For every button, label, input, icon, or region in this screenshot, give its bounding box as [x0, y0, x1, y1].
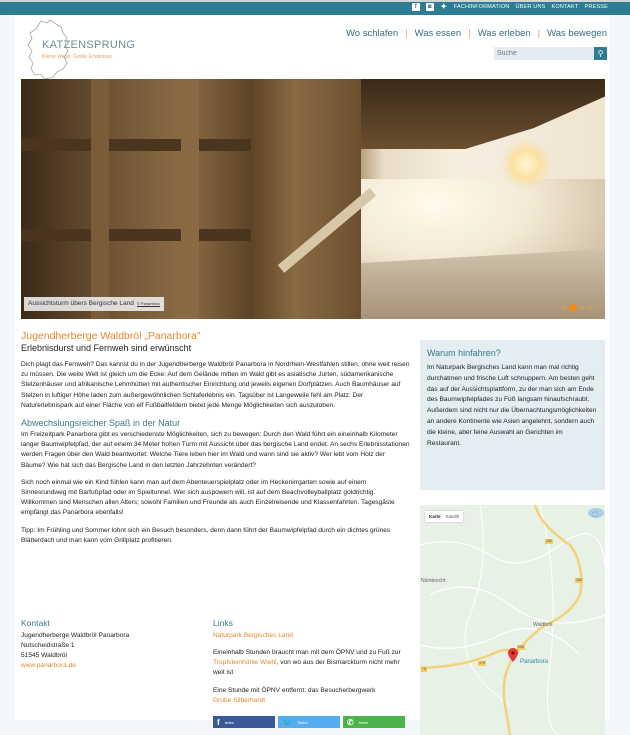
slider-dots: [561, 304, 593, 312]
twitter-icon[interactable]: ✦: [440, 2, 448, 11]
hero-image-sun: [501, 139, 551, 189]
twitter-icon: 🐦: [282, 717, 292, 727]
main-nav: [346, 28, 607, 39]
road-shield: 256: [546, 539, 552, 543]
road-shield: 478: [479, 661, 485, 665]
fullscreen-icon[interactable]: ⛶: [592, 512, 598, 519]
slider-dot-active[interactable]: [569, 304, 577, 312]
links-section: [213, 618, 413, 706]
links-text: Eine Stunde mit ÖPNV entfernt: das Besucherbergwerk: [213, 686, 376, 694]
slider-dot[interactable]: [561, 306, 566, 311]
top-link-presse[interactable]: PRESSE: [584, 4, 608, 10]
contact-title: Kontakt: [21, 618, 50, 628]
logo-tagline: Kleine Wege. Große Erlebnisse.: [42, 54, 114, 60]
hero-image-tower: [251, 79, 361, 319]
contact-name: Jugendherberge Waldbröl Panarbora: [21, 632, 130, 639]
top-bar: [0, 0, 630, 15]
why-go-box: [420, 340, 605, 490]
hero-image-post: [91, 79, 109, 319]
nav-separator: |: [405, 28, 408, 39]
article-paragraph: Im Freizeitpark Panarbora gibt es verschiedenste Möglichkeiten, sich zu bewegen: Durch den Wald führt ein eineinhalb Kilometer langer Baumwipfelpfad, der auf einem 34 Meter hohen Turm mit Aussicht über das bergische Land endet. An sechs Erlebnisstationen werden Fragen über den Wald beantwortet: Welche Tiere leben hier im Wald und wann sind sie aktiv? Wer lebt vom Holz der Bäume? Wie hat sich das Bergische Land in den letzten Jahrzehnten verändert?: [21, 431, 410, 469]
nav-was-essen[interactable]: Was essen: [414, 28, 462, 39]
section-heading: Abwechslungsreicher Spaß in der Natur: [21, 418, 181, 429]
article: [21, 330, 411, 546]
why-go-text: Im Naturpark Bergisches Land kann man mal richtig durchatmen und frische Luft schnuppern. Am besten geht das auf der Aussichtsplattform, zu der man sich am Ende des Baumwipfelpfades zu Fuß langsam hinaufschraubt. Außerdem sind nicht nur die Übernachtungsmöglichkeiten an andere Kontinente wie Asien angelehnt, sondern auch die kleine, aber feine Auswahl an Gerichten im Restaurant.: [427, 364, 597, 447]
why-go-title: Warum hinfahren?: [427, 348, 501, 358]
hero-caption: [24, 297, 164, 311]
article-subtitle: Erlebnisdurst und Fernweh sind erwünscht: [21, 343, 192, 353]
links-text: , von wo aus der Bismarckturm nicht mehr weit ist: [213, 659, 400, 677]
contact-section: [21, 618, 201, 671]
logo-name: KATZENSPRUNG: [42, 39, 136, 51]
links-text: Eineinhalb Stunden braucht man mit dem ÖPNV und zu Fuß zur: [213, 649, 401, 656]
hero-image-post: [181, 79, 199, 319]
link-tropfsteinhoehle[interactable]: Tropfsteinhöhle Wiehl: [213, 659, 277, 667]
facebook-share-button[interactable]: [213, 716, 275, 728]
road-shield: 256: [518, 645, 524, 649]
links-block: [213, 648, 413, 679]
share-label: Tweet: [296, 719, 308, 725]
road-shield: 78: [422, 667, 426, 671]
contact-city: 51545 Waldbröl: [21, 652, 67, 659]
facebook-icon[interactable]: f: [412, 3, 420, 11]
hero-image-roof: [351, 79, 605, 149]
slider-dot[interactable]: [580, 306, 585, 311]
map-label-waldbroel: Waldbröl: [533, 622, 553, 628]
road-shield: 256: [576, 578, 582, 582]
link-naturpark[interactable]: Naturpark Bergisches Land: [213, 632, 293, 639]
links-title: Links: [213, 618, 233, 628]
hero-caption-text: Aussichtsturm übers Bergische Land: [28, 300, 134, 307]
facebook-icon: f: [217, 717, 220, 727]
share-label: teilen: [224, 719, 235, 725]
article-paragraph: Sich noch einmal wie ein Kind fühlen kann man auf dem Abenteuerspielplatz oder im Heckenirrgarten sowie auf einem Sinnesrundweg mit Barfußpfad oder im Spieltunnel. Wer sich auspowern will, ist auf dem Beachvolleyballplatz goldrichtig. Willkommen sind Menschen allen Alters; sowohl Familien und Freunde als auch Einzelreisende und Klassenfahrten. Tagesgäste empfängt das Panarbora ebenfalls!: [21, 478, 395, 517]
search-form: [494, 47, 607, 60]
whatsapp-share-button[interactable]: [343, 716, 405, 728]
map-label-panarbora: Panarbora: [520, 659, 549, 665]
article-intro: Dich plagt das Fernweh? Das kannst du in der Jugendherberge Waldbröl Panarbora in Nordrhein-Westfahlen stillen, ohne weit reisen zu müssen. Die weite Welt ist gleich um die Ecke: Auf dem Gelände mitten im Wald gibt es asiatische Jurten, südamerikanische Stelzenhäuser und afrikanische Lehmhütten mit authentischer Einrichtung und jeweils eigenen Dorfplätzen. Auch Baumhäuser auf Stelzen in luftiger Höhe laden zum außergewöhnlichen Schlaferlebnis ein. Tagsüber ist Langeweile fehl am Platz: Der Naturerlebnispark auf einer Fläche von elf Fußballfeldern bietet jede Menge Möglichkeiten sich auszutoben.: [21, 361, 410, 409]
hero-image-deck: [21, 229, 251, 241]
hero-image-deck: [21, 139, 251, 151]
map-type-karte[interactable]: Karte: [429, 514, 441, 519]
share-buttons: [213, 716, 405, 728]
share-label: teilen: [358, 719, 369, 725]
hero-copyright: © Panarbora: [136, 301, 160, 306]
map-type-satellit[interactable]: Satellit: [445, 514, 460, 519]
map-roads: [420, 505, 605, 735]
nav-separator: |: [537, 28, 541, 39]
slider-dot[interactable]: [588, 306, 593, 311]
article-tip: Tipp: Im Frühling und Sommer lohnt sich ein Besuch besonders, denn dann führt der Baumwipfelpfad durch ein dichtes grünes Blätterdach und man kann vom Grillplatz profitieren.: [21, 526, 391, 544]
map-label-nuembrecht: Nümbrecht: [421, 578, 446, 584]
twitter-share-button[interactable]: [278, 716, 340, 728]
top-link-fachinformation[interactable]: FACHINFORMATION: [453, 4, 510, 10]
page-container: [15, 15, 610, 727]
nav-was-erleben[interactable]: Was erleben: [477, 28, 531, 39]
site-logo[interactable]: [23, 19, 136, 81]
search-icon[interactable]: ⚲: [594, 47, 607, 60]
top-bar-items: [412, 3, 608, 11]
nav-was-bewegen[interactable]: Was bewegen: [547, 28, 607, 39]
top-link-ueber-uns[interactable]: ÜBER UNS: [515, 4, 546, 10]
map-embed[interactable]: [420, 505, 605, 735]
instagram-icon[interactable]: ◙: [426, 3, 434, 11]
map-pin-icon[interactable]: [508, 648, 518, 662]
links-block: [213, 686, 413, 706]
contact-street: Nutscheidstraße 1: [21, 642, 75, 649]
map-type-toggle: [425, 511, 463, 522]
link-grube-silberhardt[interactable]: Grube Silberhardt: [213, 696, 266, 704]
nav-separator: |: [468, 28, 471, 39]
nav-wo-schlafen[interactable]: Wo schlafen: [346, 28, 399, 39]
hero-slider[interactable]: [21, 79, 605, 319]
search-input[interactable]: [494, 47, 594, 60]
contact-website-link[interactable]: www.panarbora.de: [21, 662, 76, 669]
article-title: Jugendherberge Waldbröl „Panarbora": [21, 330, 201, 342]
top-link-kontakt[interactable]: KONTAKT: [551, 4, 579, 10]
whatsapp-icon: ✆: [347, 717, 354, 727]
